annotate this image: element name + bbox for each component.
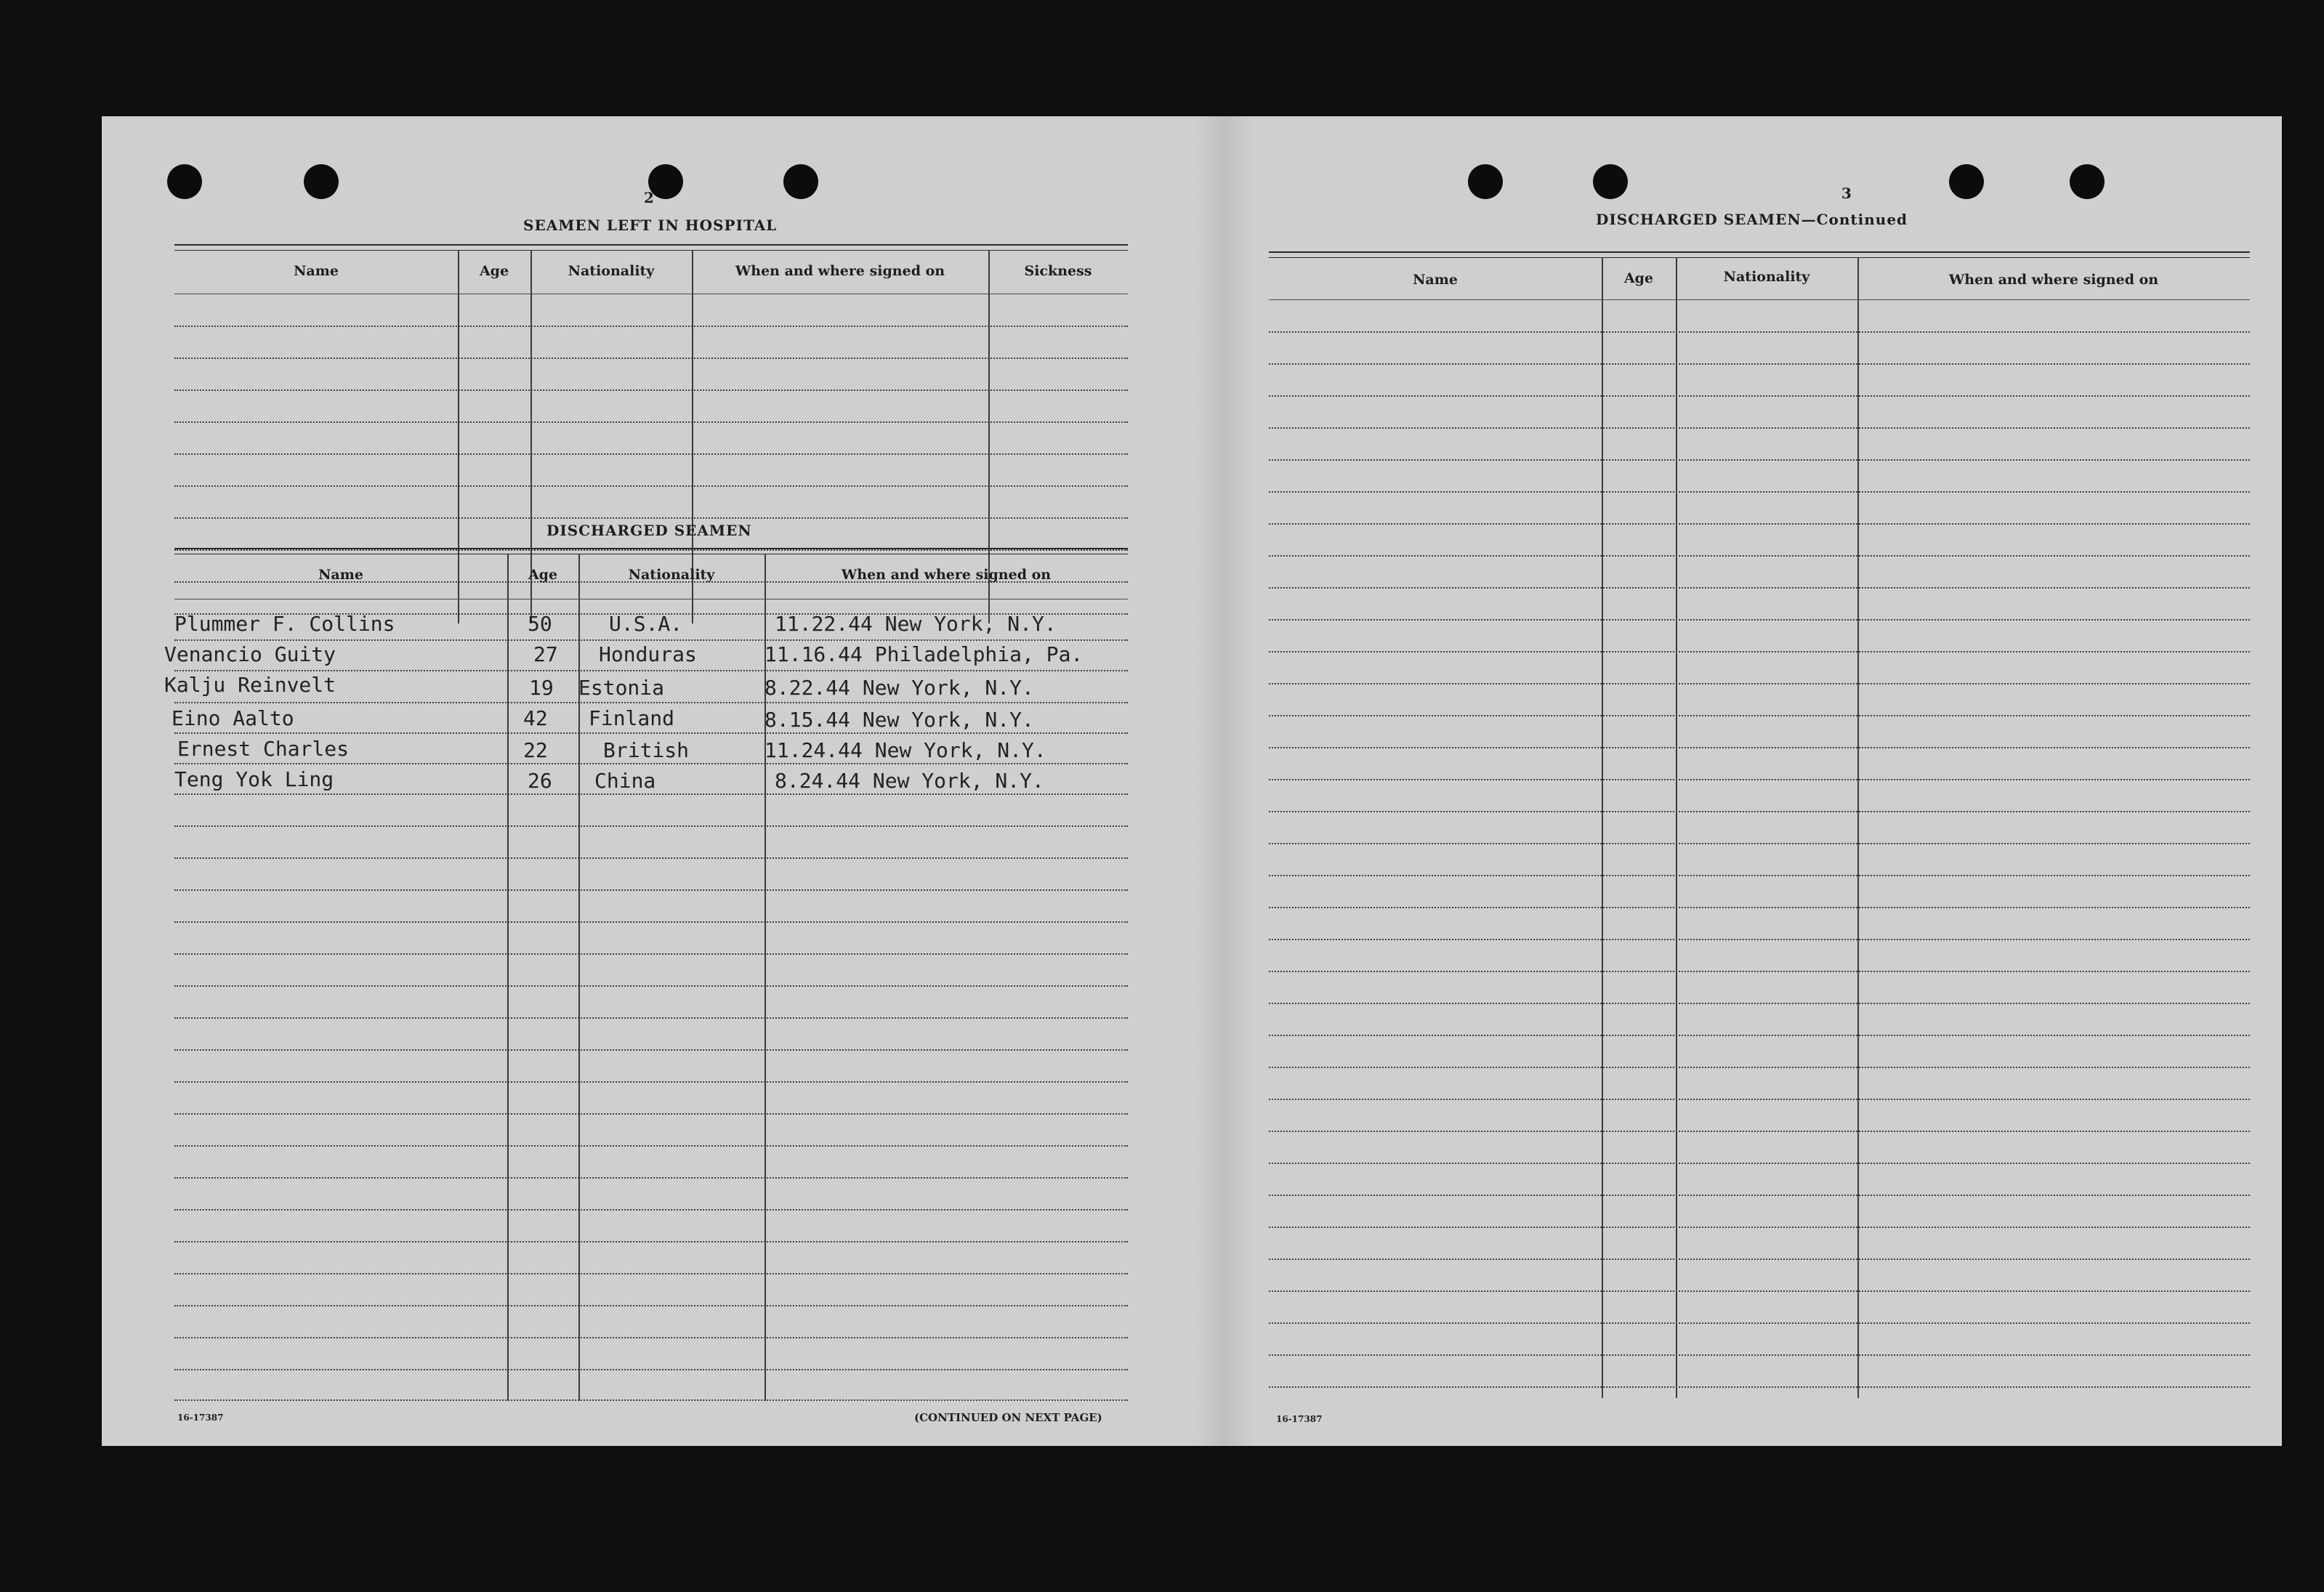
hospital-section-title: SEAMEN LEFT IN HOSPITAL xyxy=(523,217,778,234)
seaman-nationality: Finland xyxy=(589,706,675,730)
discharged-table xyxy=(164,548,1128,1405)
column-header: Nationality xyxy=(628,567,715,583)
document-sheet xyxy=(102,116,2282,1446)
seaman-name: Ernest Charles xyxy=(177,737,350,761)
seaman-age: 50 xyxy=(528,612,552,636)
seaman-name: Venancio Guity xyxy=(164,642,336,666)
seaman-nationality: Estonia xyxy=(578,676,665,700)
seaman-signed-on: 8.24.44 New York, N.Y. xyxy=(775,769,1044,793)
seaman-name: Plummer F. Collins xyxy=(174,612,395,636)
seaman-signed-on: 8.15.44 New York, N.Y. xyxy=(764,708,1034,732)
seaman-nationality: China xyxy=(594,769,656,793)
seaman-age: 19 xyxy=(529,676,554,700)
seaman-name: Eino Aalto xyxy=(172,706,294,730)
seaman-age: 27 xyxy=(533,642,558,666)
page-number: 2 xyxy=(644,189,654,206)
seaman-nationality: U.S.A. xyxy=(609,612,683,636)
left-page xyxy=(102,116,1199,1446)
seaman-signed-on: 8.22.44 New York, N.Y. xyxy=(764,676,1034,700)
column-header: Name xyxy=(294,263,339,279)
column-header: When and where signed on xyxy=(841,567,1052,583)
column-header: Sickness xyxy=(1024,263,1092,279)
column-header: Age xyxy=(1623,270,1654,286)
column-header: Age xyxy=(528,567,558,583)
seaman-nationality: Honduras xyxy=(599,642,697,666)
column-header: Name xyxy=(1413,272,1458,288)
column-header: Name xyxy=(318,567,363,583)
discharged-continued-table xyxy=(1269,251,2250,1398)
seaman-name: Kalju Reinvelt xyxy=(164,673,336,697)
seaman-age: 22 xyxy=(523,738,548,762)
form-number: 16-17387 xyxy=(1276,1414,1323,1424)
seaman-signed-on: 11.16.44 Philadelphia, Pa. xyxy=(764,642,1084,666)
discharged-continued-title: DISCHARGED SEAMEN—Continued xyxy=(1596,211,1908,228)
column-header: Age xyxy=(479,263,509,279)
right-page xyxy=(1243,116,2282,1446)
seaman-name: Teng Yok Ling xyxy=(174,767,334,791)
seaman-signed-on: 11.24.44 New York, N.Y. xyxy=(764,738,1046,762)
seaman-signed-on: 11.22.44 New York, N.Y. xyxy=(775,612,1057,636)
column-header: When and where signed on xyxy=(1948,272,2159,288)
discharged-section-title: DISCHARGED SEAMEN xyxy=(546,522,752,539)
page-number: 3 xyxy=(1841,185,1852,202)
column-header: When and where signed on xyxy=(735,263,945,279)
seaman-nationality: British xyxy=(603,738,690,762)
column-header: Nationality xyxy=(568,263,655,279)
continued-note: (CONTINUED ON NEXT PAGE) xyxy=(914,1411,1102,1424)
seaman-age: 42 xyxy=(523,706,548,730)
form-number: 16-17387 xyxy=(177,1413,224,1423)
seaman-age: 26 xyxy=(528,769,552,793)
column-header: Nationality xyxy=(1723,269,1810,285)
